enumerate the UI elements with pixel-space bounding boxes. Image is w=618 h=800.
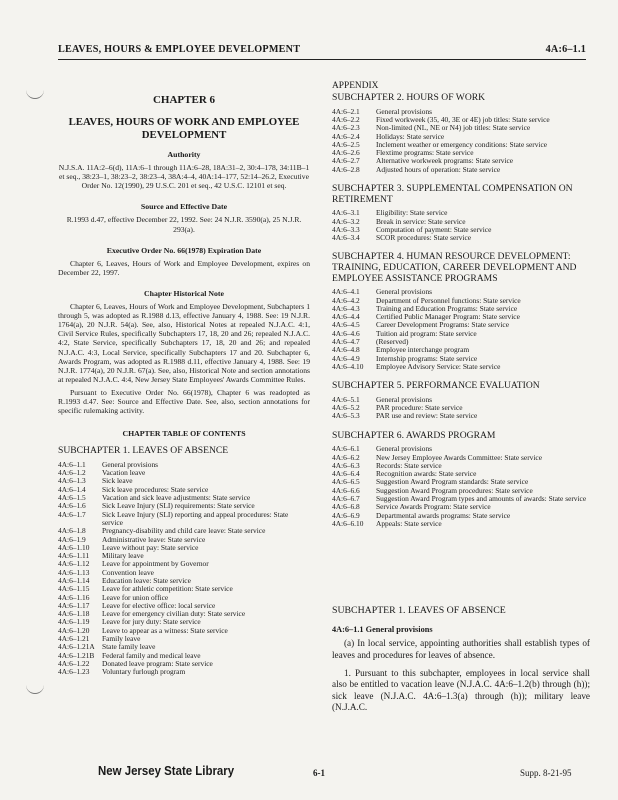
toc-section-number: 4A:6–6.4 <box>332 469 360 479</box>
toc-section-title: Education leave: State service <box>102 576 191 585</box>
toc-entry <box>332 520 590 528</box>
toc-section-title: Convention leave <box>102 567 154 577</box>
toc-section-number: 4A:6–4.1 <box>332 287 360 297</box>
toc-section-number: 4A:6–1.11 <box>58 551 90 561</box>
source-heading: Source and Effective Date <box>140 202 228 212</box>
toc-section-title: Family leave <box>102 634 141 644</box>
running-header <box>58 44 586 58</box>
toc-section-title: Flextime programs: State service <box>376 148 474 158</box>
toc-entry <box>58 511 310 528</box>
toc-section-number: 4A:6–4.3 <box>332 303 360 313</box>
toc-section-number: 4A:6–1.3 <box>58 476 86 486</box>
toc-section-title: Training and Education Programs: State service <box>376 303 518 313</box>
toc-section-number: 4A:6–4.8 <box>332 345 360 355</box>
toc-section-number: 4A:6–6.10 <box>332 518 364 528</box>
toc-section-number: 4A:6–4.2 <box>332 295 360 305</box>
toc-section-title: Leave for athletic competition: State service <box>102 584 233 594</box>
toc-section-number: 4A:6–1.22 <box>58 658 90 668</box>
toc-section-number: 4A:6–4.4 <box>332 312 360 322</box>
toc-section-number: 4A:6–2.8 <box>332 164 360 174</box>
subchapter-2-list <box>332 108 590 174</box>
toc-section-number: 4A:6–6.8 <box>332 502 360 512</box>
toc-section-title: General provisions <box>102 459 159 469</box>
toc-section-title: Employee Advisory Service: State service <box>376 361 501 371</box>
toc-section-title: Break in service: State service <box>376 216 466 226</box>
toc-section-title: Leave for union office <box>102 592 169 602</box>
page-number: 6-1 <box>313 768 325 778</box>
toc-section-number: 4A:6–1.19 <box>58 617 90 627</box>
subchapter-5-list <box>332 396 590 421</box>
supplement-date: Supp. 8-21-95 <box>520 768 572 778</box>
toc-section-title: Sick leave <box>102 476 133 486</box>
toc-section-title: Vacation and sick leave adjustments: State service <box>102 493 251 503</box>
toc-section-title: Departmental awards programs: State service <box>376 510 511 520</box>
toc-section-number: 4A:6–1.4 <box>58 484 86 494</box>
subchapter-4-heading: SUBCHAPTER 4. HUMAN RESOURCE DEVELOPMENT: TRAINING, EDUCATION, CAREER DEVELOPMENT AND EMPLOYEE ASSISTANCE PROGRAMS <box>332 251 577 284</box>
toc-section-title: Inclement weather or emergency conditions: State service <box>376 139 548 149</box>
toc-section-number: 4A:6–1.15 <box>58 584 90 594</box>
toc-entry <box>332 234 590 242</box>
toc-section-title: State family leave <box>102 642 156 652</box>
toc-section-title: Suggestion Award Program procedures: State service <box>376 485 533 495</box>
toc-section-title: Recognition awards: State service <box>376 469 477 479</box>
library-stamp: New Jersey State Library <box>98 763 235 778</box>
toc-section-title: Eligibility: State service <box>376 208 448 218</box>
toc-section-number: 4A:6–6.5 <box>332 477 360 487</box>
toc-section-title: Adjusted hours of operation: State service <box>376 164 501 174</box>
header-title: LEAVES, HOURS & EMPLOYEE DEVELOPMENT <box>58 44 301 55</box>
toc-section-number: 4A:6–1.21B <box>58 650 95 660</box>
body-subchapter-heading: SUBCHAPTER 1. LEAVES OF ABSENCE <box>332 605 506 617</box>
toc-section-title: Fixed workweek (35, 40, 3E or 4E) job titles: State service <box>376 114 550 124</box>
toc-section-number: 4A:6–2.6 <box>332 148 360 158</box>
toc-section-number: 4A:6–4.7 <box>332 337 360 346</box>
toc-section-number: 4A:6–1.9 <box>58 534 86 544</box>
historical-note-text: Chapter 6, Leaves, Hours of Work and Employee Development, Subchapters 1 through 5, was adopted as R.1988 d.13, effective January 4, 1988. See: 19 N.J.R. 1764(a), 20 N.J.R. 54(a). See, also, Historical Notes at repealed N.J.A.C. 4:1, Civil Service Rules, specifically Subchapters 17, 18, 20 and 26; repealed N.J.A.C. 4:2, State Service, specifically Subchapters 17, 18, 20 and 26; and repealed N.J.A.C. 4:3, Local Service, specifically Subchapters 17 and 20. Subchapter 6, Awards Program, was adopted as R.1988 d.11, effective January 4, 1988. See: 19 N.J.R. 1774(a), 20 N.J.R. 67(a). See, also, Historical Note and section annotations at repealed N.J.A.C. 4:4, New Jersey State Employees' Awards Committee Rules. <box>58 302 310 384</box>
toc-section-number: 4A:6–1.21A <box>58 642 95 652</box>
toc-section-number: 4A:6–2.1 <box>332 106 360 116</box>
toc-section-number: 4A:6–6.3 <box>332 460 360 470</box>
toc-heading: CHAPTER TABLE OF CONTENTS <box>122 429 246 439</box>
toc-section-number: 4A:6–4.5 <box>332 320 360 330</box>
toc-section-title: Leave to appear as a witness: State service <box>102 625 228 635</box>
toc-section-number: 4A:6–3.2 <box>332 216 360 226</box>
toc-entry <box>332 124 590 132</box>
toc-section-title: Certified Public Manager Program: State service <box>376 312 520 322</box>
subchapter-5-heading: SUBCHAPTER 5. PERFORMANCE EVALUATION <box>332 380 540 392</box>
toc-section-title: Voluntary furlough program <box>102 667 186 677</box>
toc-section-number: 4A:6–3.4 <box>332 233 360 243</box>
toc-section-title: Leave for jury duty: State service <box>102 617 201 627</box>
toc-section-title: Holidays: State service <box>376 131 445 141</box>
toc-entry <box>58 668 310 676</box>
margin-mark <box>26 685 44 694</box>
toc-section-title: Non-limited (NL, NE or N4) job titles: State service <box>376 123 531 133</box>
exec-order-text: Chapter 6, Leaves, Hours of Work and Employee Development, expires on December 22, 1997. <box>58 258 310 277</box>
toc-entry <box>58 560 310 568</box>
toc-section-number: 4A:6–2.4 <box>332 131 360 141</box>
toc-section-number: 4A:6–4.9 <box>332 353 360 363</box>
toc-section-title: Leave without pay: State service <box>102 542 199 552</box>
toc-section-number: 4A:6–6.1 <box>332 444 360 454</box>
toc-section-number: 4A:6–5.2 <box>332 403 360 413</box>
toc-section-title: Donated leave program: State service <box>102 658 213 668</box>
toc-entry <box>332 412 590 420</box>
toc-section-title: Leave for appointment by Governor <box>102 559 209 569</box>
toc-section-title: (Reserved) <box>376 337 409 346</box>
toc-section-title: Suggestion Award Program types and amounts of awards: State service <box>376 494 587 504</box>
toc-entry <box>332 363 590 371</box>
body-paragraph-a: (a) In local service, appointing authorities shall establish types of leaves and procedures for leaves of absence. <box>332 638 590 661</box>
right-column <box>332 76 590 720</box>
toc-section-number: 4A:6–1.16 <box>58 592 90 602</box>
toc-section-title: Tuition aid program: State service <box>376 328 477 338</box>
toc-section-title: Internship programs: State service <box>376 353 478 363</box>
toc-entry <box>332 512 590 520</box>
toc-section-title: Career Development Programs: State service <box>376 320 509 330</box>
subchapter-1-heading: SUBCHAPTER 1. LEAVES OF ABSENCE <box>58 445 229 457</box>
toc-section-number: 4A:6–2.3 <box>332 123 360 133</box>
toc-section-title: PAR procedure: State service <box>376 403 463 413</box>
toc-section-number: 4A:6–1.23 <box>58 667 90 677</box>
toc-entry <box>332 330 590 338</box>
toc-section-number: 4A:6–1.1 <box>58 459 86 469</box>
header-section-number: 4A:6–1.1 <box>545 44 586 55</box>
toc-section-title: PAR use and review: State service <box>376 411 478 421</box>
exec-order-heading: Executive Order No. 66(1978) Expiration Date <box>106 245 262 255</box>
chapter-title: LEAVES, HOURS OF WORK AND EMPLOYEE DEVELOPMENT <box>68 116 300 141</box>
toc-section-title: Sick Leave Injury (SLI) requirements: State service <box>102 501 255 511</box>
toc-section-number: 4A:6–6.6 <box>332 485 360 495</box>
toc-section-number: 4A:6–3.1 <box>332 208 360 218</box>
toc-section-title: General provisions <box>376 444 433 454</box>
source-text: R.1993 d.47, effective December 22, 1992. See: 24 N.J.R. 3590(a), 25 N.J.R. 293(a). <box>66 215 302 234</box>
subchapter-4-list <box>332 288 590 371</box>
toc-section-title: Vacation leave <box>102 468 146 478</box>
subchapter-1-list <box>58 461 310 677</box>
subchapter-2-heading: SUBCHAPTER 2. HOURS OF WORK <box>332 92 486 104</box>
body-paragraph-1: 1. Pursuant to this subchapter, employees in local service shall also be entitled to vacation leave (N.J.A.C. 4A:6–1.2(b) through (h)); sick leave (N.J.A.C. 4A:6–1.3(a) through (h)); military leave (N.J.A.C. <box>332 667 590 713</box>
toc-section-number: 4A:6–6.9 <box>332 510 360 520</box>
subchapter-3-list <box>332 209 590 242</box>
toc-section-number: 4A:6–6.2 <box>332 452 360 462</box>
toc-section-number: 4A:6–5.1 <box>332 394 360 404</box>
toc-section-number: 4A:6–4.10 <box>332 361 364 371</box>
toc-section-title: Records: State service <box>376 460 442 470</box>
toc-section-title: Federal family and medical leave <box>102 650 201 660</box>
subchapter-3-heading: SUBCHAPTER 3. SUPPLEMENTAL COMPENSATION ON RETIREMENT <box>332 183 573 205</box>
toc-section-number: 4A:6–1.10 <box>58 542 90 552</box>
toc-section-number: 4A:6–4.6 <box>332 328 360 338</box>
toc-entry <box>58 461 310 469</box>
toc-section-number: 4A:6–1.2 <box>58 468 86 478</box>
toc-section-title: Leave for elective office: local service <box>102 600 216 610</box>
left-column <box>58 76 310 677</box>
subchapter-6-list <box>332 445 590 528</box>
toc-section-number: 4A:6–1.20 <box>58 625 90 635</box>
toc-section-title: New Jersey Employee Awards Committee: State service <box>376 452 542 462</box>
toc-section-title: General provisions <box>376 394 433 404</box>
toc-entry <box>58 544 310 552</box>
toc-section-number: 4A:6–2.5 <box>332 139 360 149</box>
toc-section-title: Appeals: State service <box>376 518 442 528</box>
toc-section-number: 4A:6–5.3 <box>332 411 360 421</box>
toc-entry <box>58 469 310 477</box>
toc-section-title: SCOR procedures: State service <box>376 233 472 243</box>
toc-section-number: 4A:6–1.18 <box>58 609 90 619</box>
toc-section-number: 4A:6–3.3 <box>332 224 360 234</box>
margin-mark <box>26 90 44 99</box>
toc-entry <box>332 166 590 174</box>
authority-heading: Authority <box>167 150 201 159</box>
toc-section-number: 4A:6–1.5 <box>58 493 86 503</box>
toc-section-title: Department of Personnel functions: State service <box>376 295 521 305</box>
toc-entry <box>332 454 590 462</box>
toc-section-number: 4A:6–2.7 <box>332 156 360 166</box>
toc-entry <box>58 585 310 593</box>
toc-section-number: 4A:6–1.12 <box>58 559 90 569</box>
toc-section-number: 4A:6–1.8 <box>58 526 86 536</box>
toc-section-title: Employee interchange program <box>376 345 470 355</box>
body-section-heading: 4A:6–1.1 General provisions <box>332 625 433 635</box>
toc-section-title: General provisions <box>376 287 433 297</box>
toc-section-number: 4A:6–2.2 <box>332 114 360 124</box>
pursuant-text: Pursuant to Executive Order No. 66(1978), Chapter 6 was readopted as R.1993 d.47. See: Source and Effective Date. See, also, section annotations for specific rulemaking activity. <box>58 387 310 416</box>
toc-section-title: General provisions <box>376 106 433 116</box>
toc-section-title: Sick leave procedures: State service <box>102 484 209 494</box>
toc-section-title: Administrative leave: State service <box>102 534 206 544</box>
toc-section-number: 4A:6–1.17 <box>58 600 90 610</box>
toc-section-number: 4A:6–1.14 <box>58 576 90 585</box>
toc-entry <box>58 627 310 635</box>
toc-entry <box>58 635 310 643</box>
historical-note-heading: Chapter Historical Note <box>144 288 224 298</box>
header-rule <box>58 59 586 60</box>
toc-section-title: Alternative workweek programs: State service <box>376 156 514 166</box>
toc-section-number: 4A:6–1.13 <box>58 567 90 577</box>
toc-section-number: 4A:6–6.7 <box>332 494 360 504</box>
subchapter-6-heading: SUBCHAPTER 6. AWARDS PROGRAM <box>332 429 496 441</box>
authority-text: N.J.S.A. 11A:2–6(d), 11A:6–1 through 11A:6–28, 18A:31–2, 30:4–178, 34:11B–1 et seq., 38:23–1, 38:23–2, 38:23–4, 38A:4–4, 40A:14–177, 52:14–26.2, Executive Order No. 12(1990), 29 U.S.C. 201 et seq., 42 U.S.C. 12101 et seq. <box>58 163 310 191</box>
toc-section-title: Sick Leave Injury (SLI) reporting and appeal procedures: State service <box>102 509 289 527</box>
toc-section-title: Suggestion Award Program standards: State service <box>376 477 529 487</box>
toc-section-number: 4A:6–1.7 <box>58 509 86 519</box>
chapter-number: CHAPTER 6 <box>152 94 216 106</box>
toc-section-title: Leave for emergency civilian duty: State service <box>102 609 246 619</box>
toc-section-title: Pregnancy-disability and child care leave: State service <box>102 526 266 536</box>
appendix-label: APPENDIX <box>332 81 379 91</box>
toc-section-title: Computation of payment: State service <box>376 224 492 234</box>
toc-section-title: Service Awards Program: State service <box>376 502 491 512</box>
toc-section-number: 4A:6–1.21 <box>58 634 90 644</box>
toc-section-title: Military leave <box>102 551 144 561</box>
toc-section-number: 4A:6–1.6 <box>58 501 86 511</box>
